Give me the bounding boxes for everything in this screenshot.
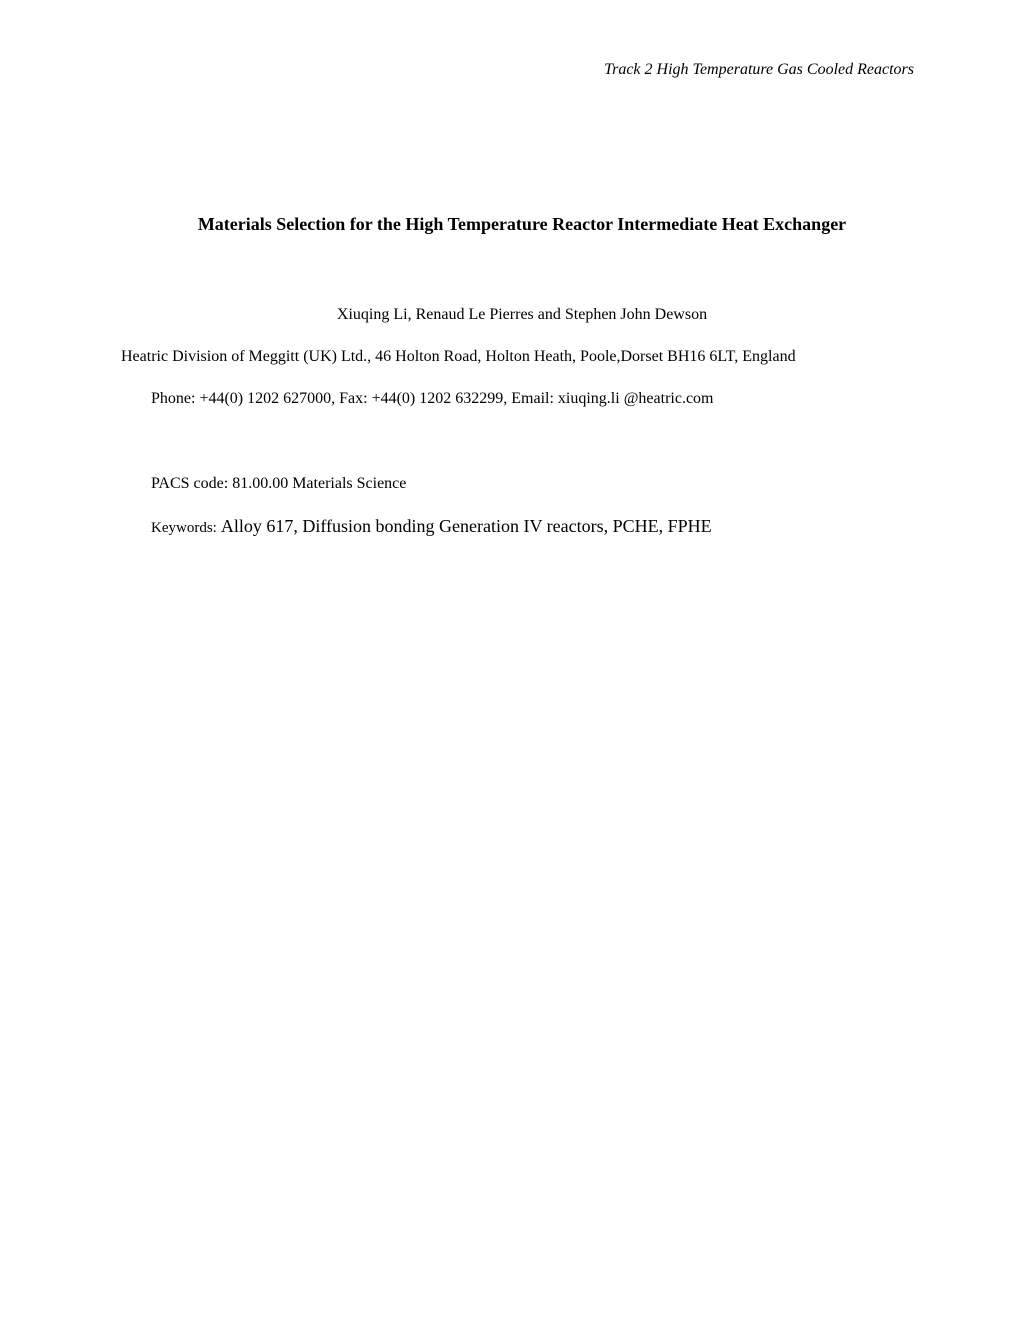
pacs-code: PACS code: 81.00.00 Materials Science	[151, 475, 407, 492]
paper-title: Materials Selection for the High Temperature Reactor Intermediate Heat Exchanger	[197, 214, 847, 234]
keywords-line	[151, 516, 712, 537]
keywords-label: Keywords:	[151, 520, 217, 536]
keywords-text: Alloy 617, Diffusion bonding Generation IV reactors, PCHE, FPHE	[220, 516, 712, 536]
author-list: Xiuqing Li, Renaud Le Pierres and Stephen John Dewson	[336, 306, 708, 323]
running-header: Track 2 High Temperature Gas Cooled Reactors	[604, 61, 914, 78]
contact-info: Phone: +44(0) 1202 627000, Fax: +44(0) 1202 632299, Email: xiuqing.li @heatric.com	[151, 390, 714, 407]
affiliation: Heatric Division of Meggitt (UK) Ltd., 46 Holton Road, Holton Heath, Poole,Dorset BH16 6LT, England	[121, 348, 796, 365]
